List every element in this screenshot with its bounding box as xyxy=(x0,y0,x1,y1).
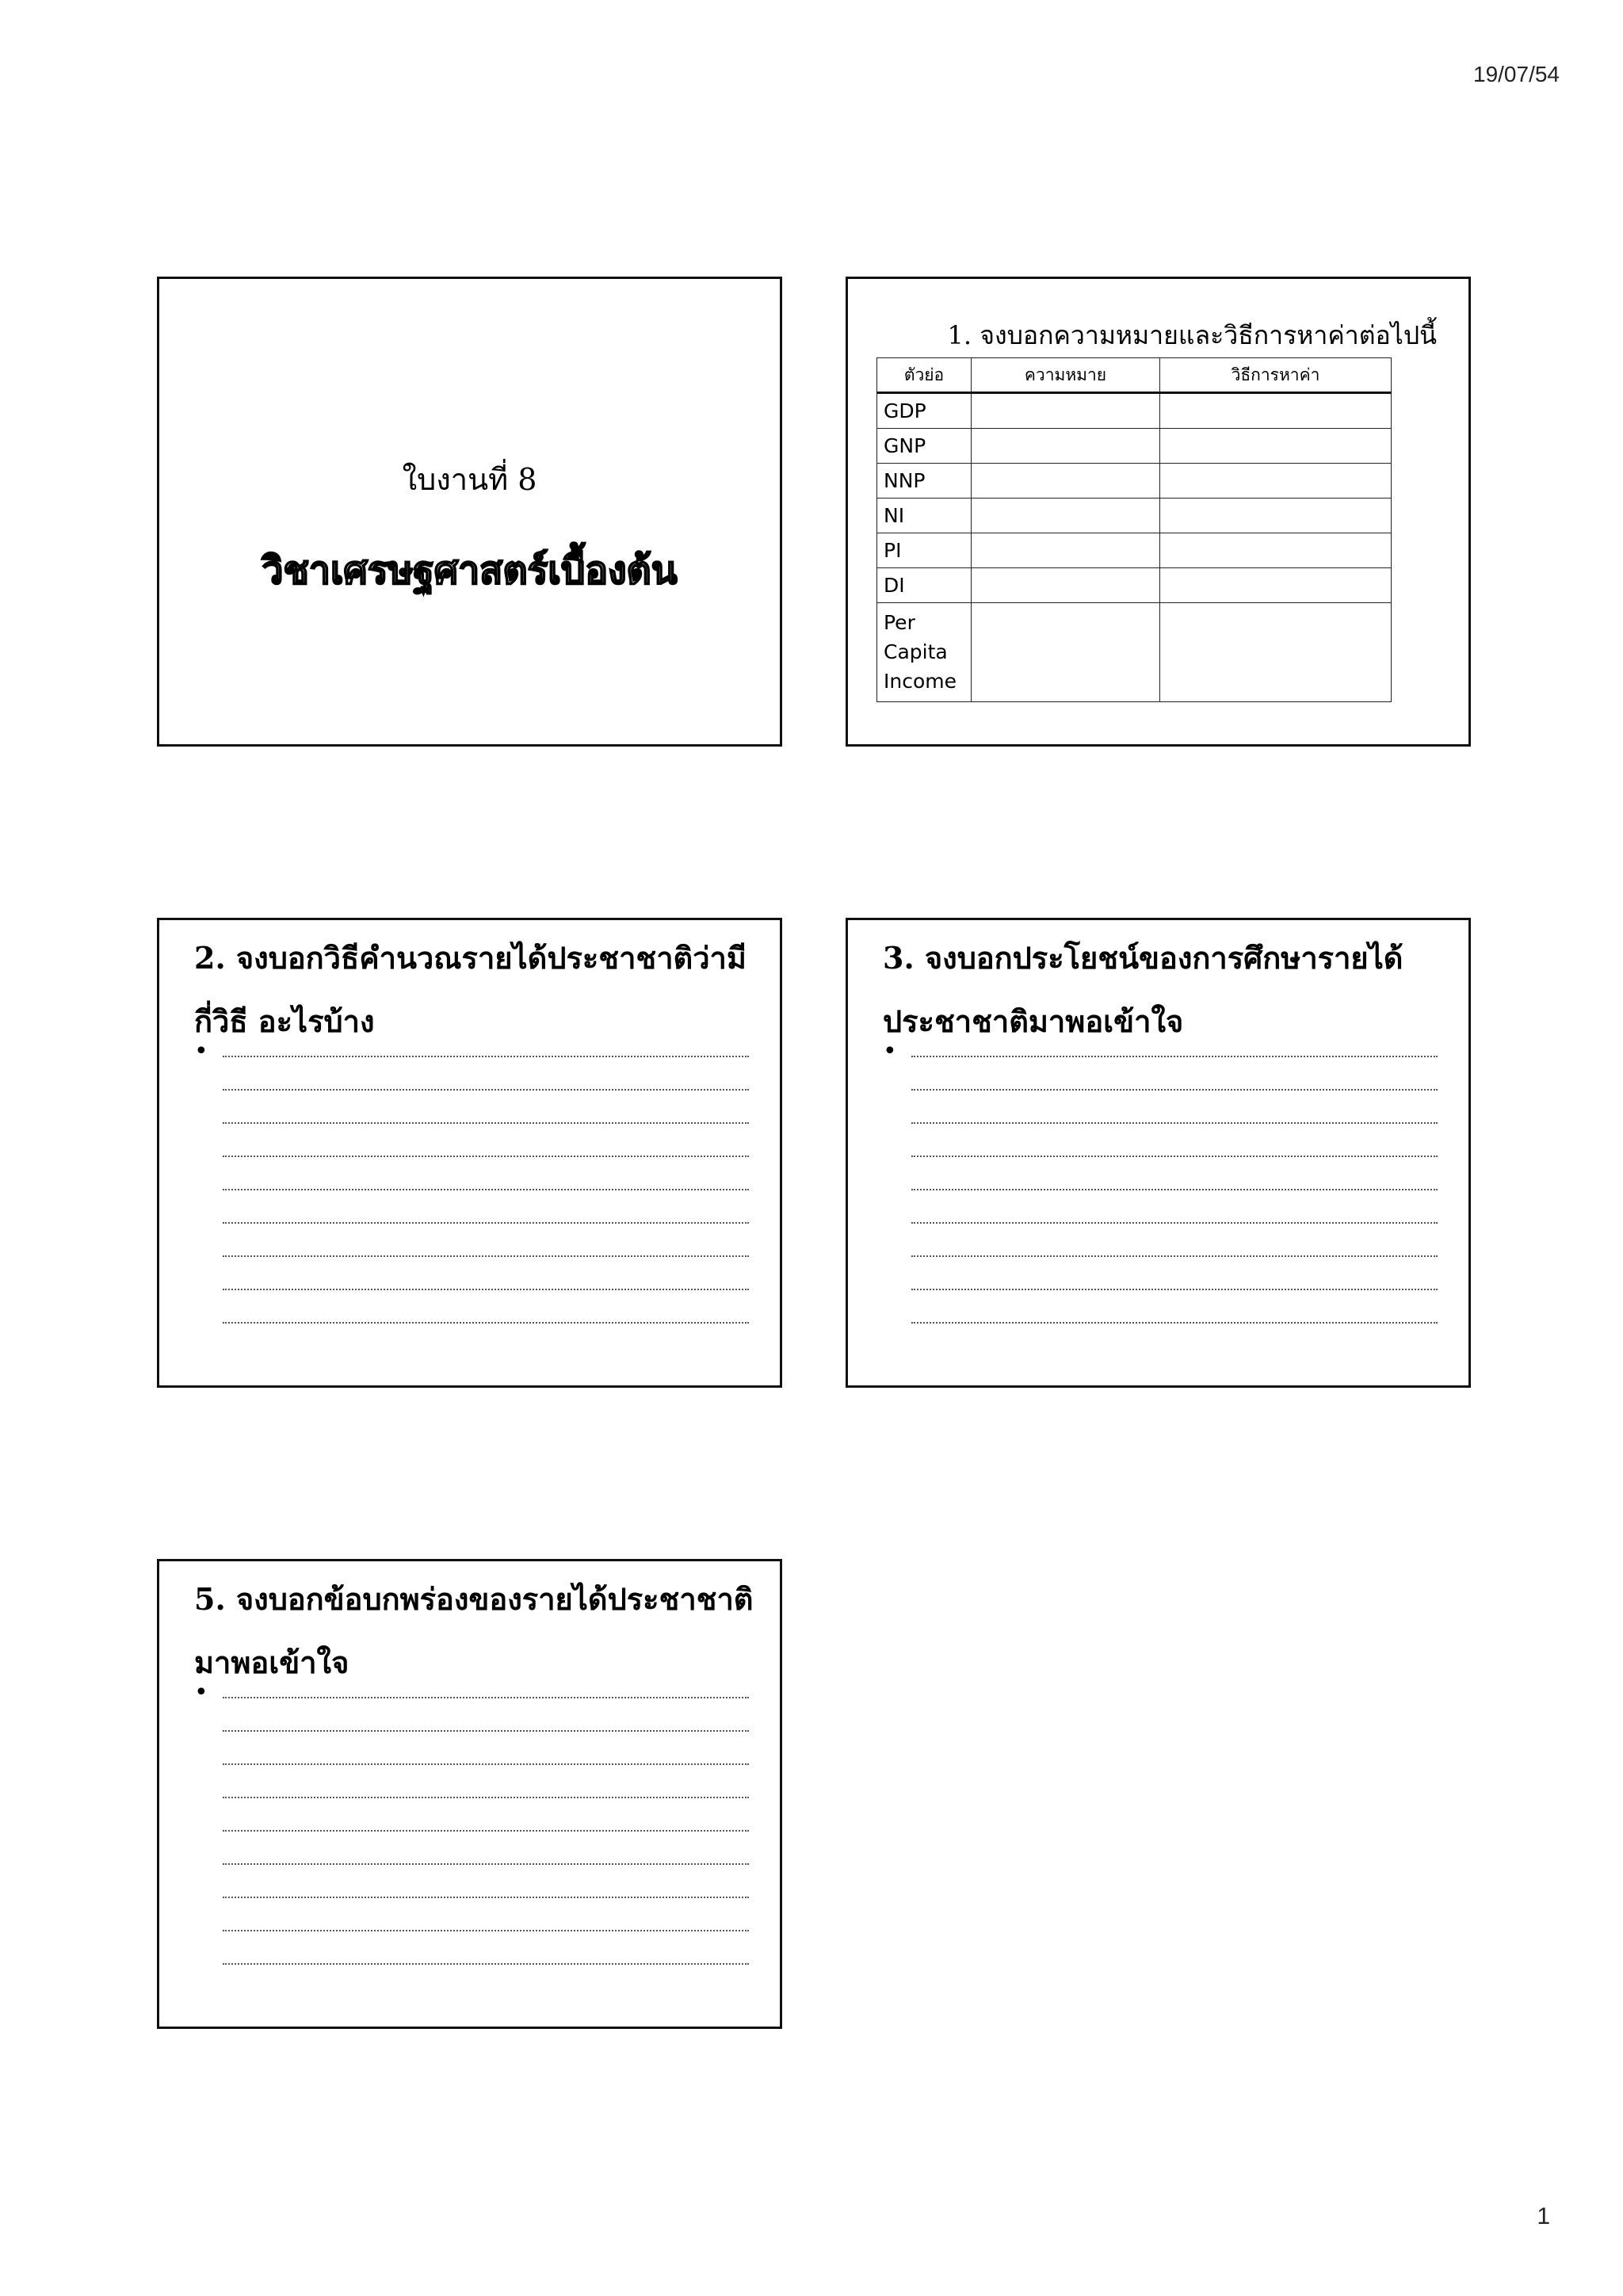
question-3-title: 3. จงบอกประโยชน์ของการศึกษารายได้ประชาชาติมาพอเข้าใจ xyxy=(883,940,1403,1039)
row-label: GNP xyxy=(877,429,972,464)
table-row xyxy=(877,533,1392,568)
answer-line[interactable] xyxy=(911,1322,1438,1324)
question-2-title: 2. จงบอกวิธีคำนวณรายได้ประชาชาติว่ามีกี่วิธี อะไรบ้าง xyxy=(194,940,747,1039)
row-label: NNP xyxy=(877,464,972,499)
column-header-method: วิธีการหาค่า xyxy=(1160,358,1392,393)
slide-question-2 xyxy=(157,918,782,1388)
header-date: 19/07/54 xyxy=(1473,62,1560,86)
table-row xyxy=(877,603,1392,702)
method-cell[interactable] xyxy=(1160,533,1392,568)
method-cell[interactable] xyxy=(1160,499,1392,533)
page-number: 1 xyxy=(1537,2203,1550,2229)
meaning-cell[interactable] xyxy=(972,499,1160,533)
answer-line[interactable] xyxy=(911,1089,1438,1091)
table-row xyxy=(877,464,1392,499)
method-cell[interactable] xyxy=(1160,603,1392,702)
definitions-table xyxy=(876,357,1392,702)
answer-line[interactable] xyxy=(223,1322,749,1324)
answer-line[interactable] xyxy=(911,1289,1438,1290)
meaning-cell[interactable] xyxy=(972,533,1160,568)
method-cell[interactable] xyxy=(1160,464,1392,499)
bullet-icon: • xyxy=(194,1679,208,1706)
table-row xyxy=(877,429,1392,464)
table-row xyxy=(877,499,1392,533)
answer-line[interactable] xyxy=(223,1830,749,1832)
answer-line[interactable] xyxy=(223,1797,749,1798)
answer-line[interactable] xyxy=(911,1056,1438,1057)
method-cell[interactable] xyxy=(1160,429,1392,464)
column-header-meaning: ความหมาย xyxy=(972,358,1160,393)
answer-line[interactable] xyxy=(911,1122,1438,1124)
meaning-cell[interactable] xyxy=(972,429,1160,464)
row-label: PI xyxy=(877,533,972,568)
answer-line[interactable] xyxy=(223,1763,749,1765)
method-cell[interactable] xyxy=(1160,568,1392,603)
bullet-icon: • xyxy=(883,1037,897,1065)
answer-line[interactable] xyxy=(223,1863,749,1865)
question-1-title: 1. จงบอกความหมายและวิธีการหาค่าต่อไปนี้ xyxy=(947,320,1437,350)
course-title: วิชาเศรษฐศาสตร์เบื้องต้น xyxy=(262,548,678,593)
answer-line[interactable] xyxy=(223,1189,749,1190)
answer-line[interactable] xyxy=(223,1056,749,1057)
slide-definitions-table xyxy=(846,277,1471,747)
meaning-cell[interactable] xyxy=(972,393,1160,429)
meaning-cell[interactable] xyxy=(972,464,1160,499)
answer-line[interactable] xyxy=(223,1156,749,1157)
bullet-icon: • xyxy=(194,1037,208,1065)
table-row xyxy=(877,393,1392,429)
answer-line[interactable] xyxy=(223,1963,749,1965)
method-cell[interactable] xyxy=(1160,393,1392,429)
meaning-cell[interactable] xyxy=(972,568,1160,603)
answer-line[interactable] xyxy=(223,1122,749,1124)
answer-line[interactable] xyxy=(223,1089,749,1091)
answer-line[interactable] xyxy=(911,1156,1438,1157)
slide-title-card xyxy=(157,277,782,747)
table-header-row xyxy=(877,358,1392,393)
question-5-title: 5. จงบอกข้อบกพร่องของรายได้ประชาชาติมาพอเข้าใจ xyxy=(194,1581,754,1680)
slide-question-3 xyxy=(846,918,1471,1388)
answer-line[interactable] xyxy=(223,1730,749,1732)
answer-line[interactable] xyxy=(223,1255,749,1257)
answer-line[interactable] xyxy=(911,1255,1438,1257)
answer-line[interactable] xyxy=(223,1222,749,1224)
row-label: GDP xyxy=(877,393,972,429)
meaning-cell[interactable] xyxy=(972,603,1160,702)
worksheet-number: ใบงานที่ 8 xyxy=(402,462,537,497)
table-row xyxy=(877,568,1392,603)
row-label: Per Capita Income xyxy=(877,603,972,702)
column-header-abbreviation: ตัวย่อ xyxy=(877,358,972,393)
answer-line[interactable] xyxy=(911,1189,1438,1190)
answer-line[interactable] xyxy=(911,1222,1438,1224)
answer-line[interactable] xyxy=(223,1930,749,1931)
answer-line[interactable] xyxy=(223,1289,749,1290)
row-label: NI xyxy=(877,499,972,533)
answer-line[interactable] xyxy=(223,1897,749,1898)
row-label: DI xyxy=(877,568,972,603)
answer-line[interactable] xyxy=(223,1697,749,1698)
slide-question-5 xyxy=(157,1559,782,2029)
